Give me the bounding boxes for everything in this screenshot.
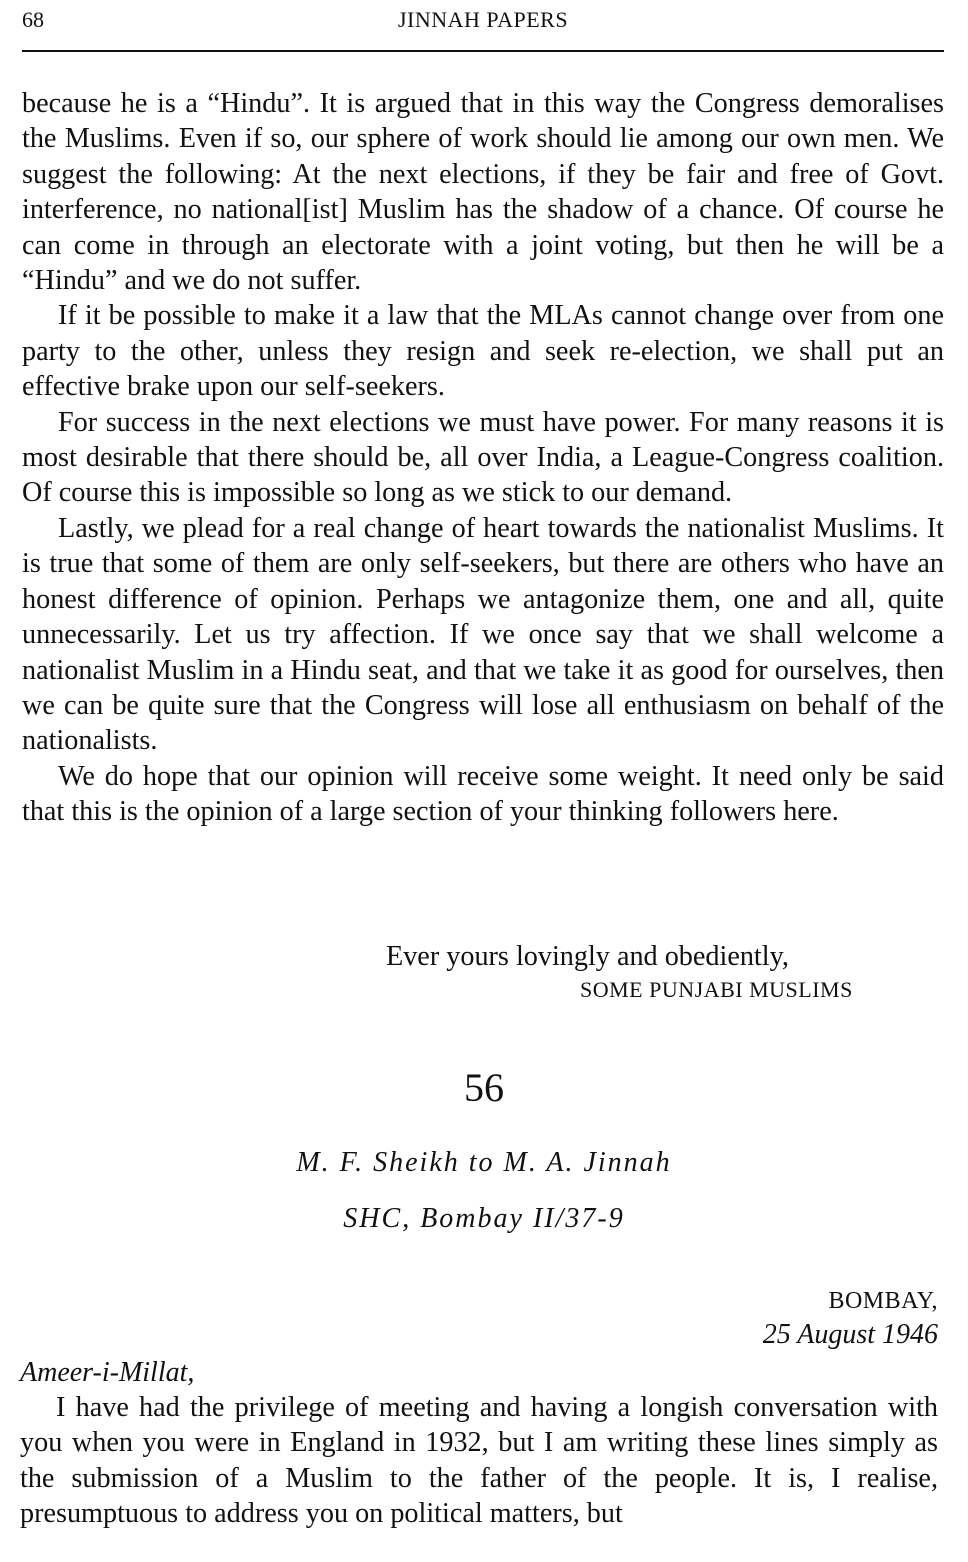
paragraph: For success in the next elections we must have power. For many reasons it is most desirable that there should be, all over India, a League-Congress coalition. Of course this is impossible so long as we stick to our demand. [22,406,944,509]
document-source: SHC, Bombay II/37-9 [343,1203,625,1234]
letter-signatory: SOME PUNJABI MUSLIMS [580,977,853,1002]
paragraph: We do hope that our opinion will receive some weight. It need only be said that this is the opinion of a large section of your thinking followers here. [22,760,944,828]
page-number: 68 [22,7,44,32]
letter-date: 25 August 1946 [762,1319,938,1350]
paragraph: because he is a “Hindu”. It is argued that in this way the Congress demoralises the Muslims. Even if so, our sphere of work should lie among our own men. We suggest the following: At the next elections, if they be fair and free of Govt. interference, no national[ist] Muslim has the shadow of a chance. Of course he can come in through an electorate with a joint voting, but then he will be a “Hindu” and we do not suffer. [22,88,944,297]
document-title: M. F. Sheikh to M. A. Jinnah [296,1147,672,1178]
paragraph: I have had the privilege of meeting and having a longish conversation with you when you were in England in 1932, but I am writing these lines simply as the submission of a Muslim to the father of the people. It is, I realise, presumptuous to address you on political matters, but [20,1392,938,1530]
letter-salutation: Ameer-i-Millat, [20,1357,195,1388]
page-header [22,6,944,46]
letter-place: BOMBAY, [828,1288,938,1314]
previous-letter-body [22,86,944,830]
letter-body [20,1390,938,1532]
document-number: 56 [464,1065,504,1110]
running-head: JINNAH PAPERS [397,7,569,32]
letter-closing: Ever yours lovingly and obediently, [386,941,789,972]
paragraph: If it be possible to make it a law that the MLAs cannot change over from one party to the other, unless they resign and seek re-election, we shall put an effective brake upon our self-seekers. [22,300,944,403]
header-rule [22,50,944,52]
paragraph: Lastly, we plead for a real change of heart towards the nationalist Muslims. It is true that some of them are only self-seekers, but there are others who have an honest difference of opinion. Perhaps we antagonize them, one and all, quite unnecessarily. Let us try affection. If we once say that we shall welcome a nationalist Muslim in a Hindu seat, and that we take it as good for ourselves, then we can be quite sure that the Congress will lose all enthusiasm on behalf of the nationalists. [22,512,944,757]
